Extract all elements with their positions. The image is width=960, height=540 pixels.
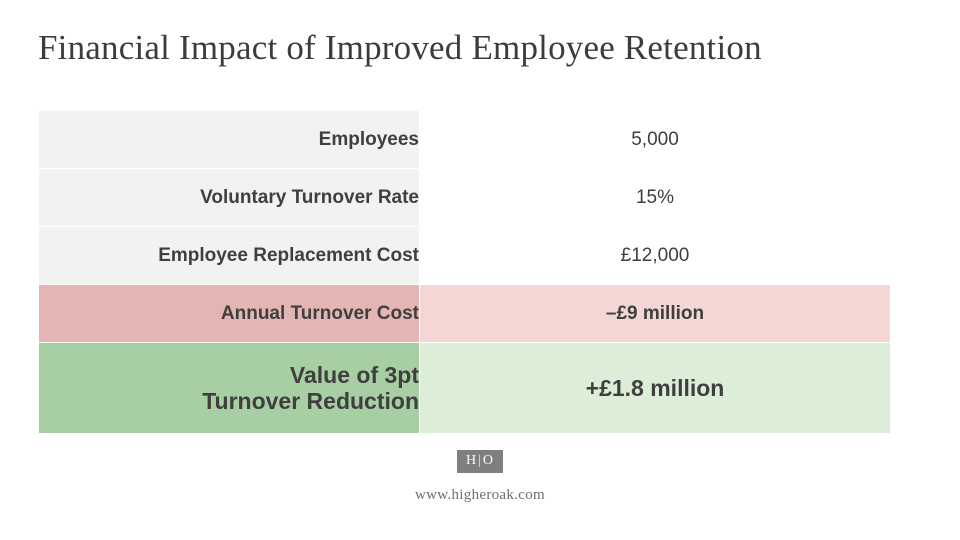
row-label-line-2: Turnover Reduction [202,388,419,414]
logo-separator: | [478,453,482,468]
page-title: Financial Impact of Improved Employee Retention [38,28,762,67]
website-url: www.higheroak.com [415,487,545,503]
table-row [39,227,891,285]
metrics-table [38,110,891,434]
row-value: +£1.8 million [420,343,891,434]
row-label: Employees [39,111,420,169]
row-value: 5,000 [420,111,891,169]
row-label-line-1: Value of 3pt [289,361,419,388]
row-label: Employee Replacement Cost [39,227,420,285]
row-value: £12,000 [420,227,891,285]
logo-letter-right: O [482,453,495,468]
footer [0,450,960,504]
row-label: Annual Turnover Cost [39,285,420,343]
logo-letter-left: H [465,453,478,468]
brand-logo [457,450,503,473]
table-row-positive [39,343,891,434]
row-value: –£9 million [420,285,891,343]
metrics-table-container [38,110,890,434]
row-value: 15% [420,169,891,227]
table-row [39,169,891,227]
table-row-negative [39,285,891,343]
table-row [39,111,891,169]
row-label [39,343,420,434]
row-label: Voluntary Turnover Rate [39,169,420,227]
